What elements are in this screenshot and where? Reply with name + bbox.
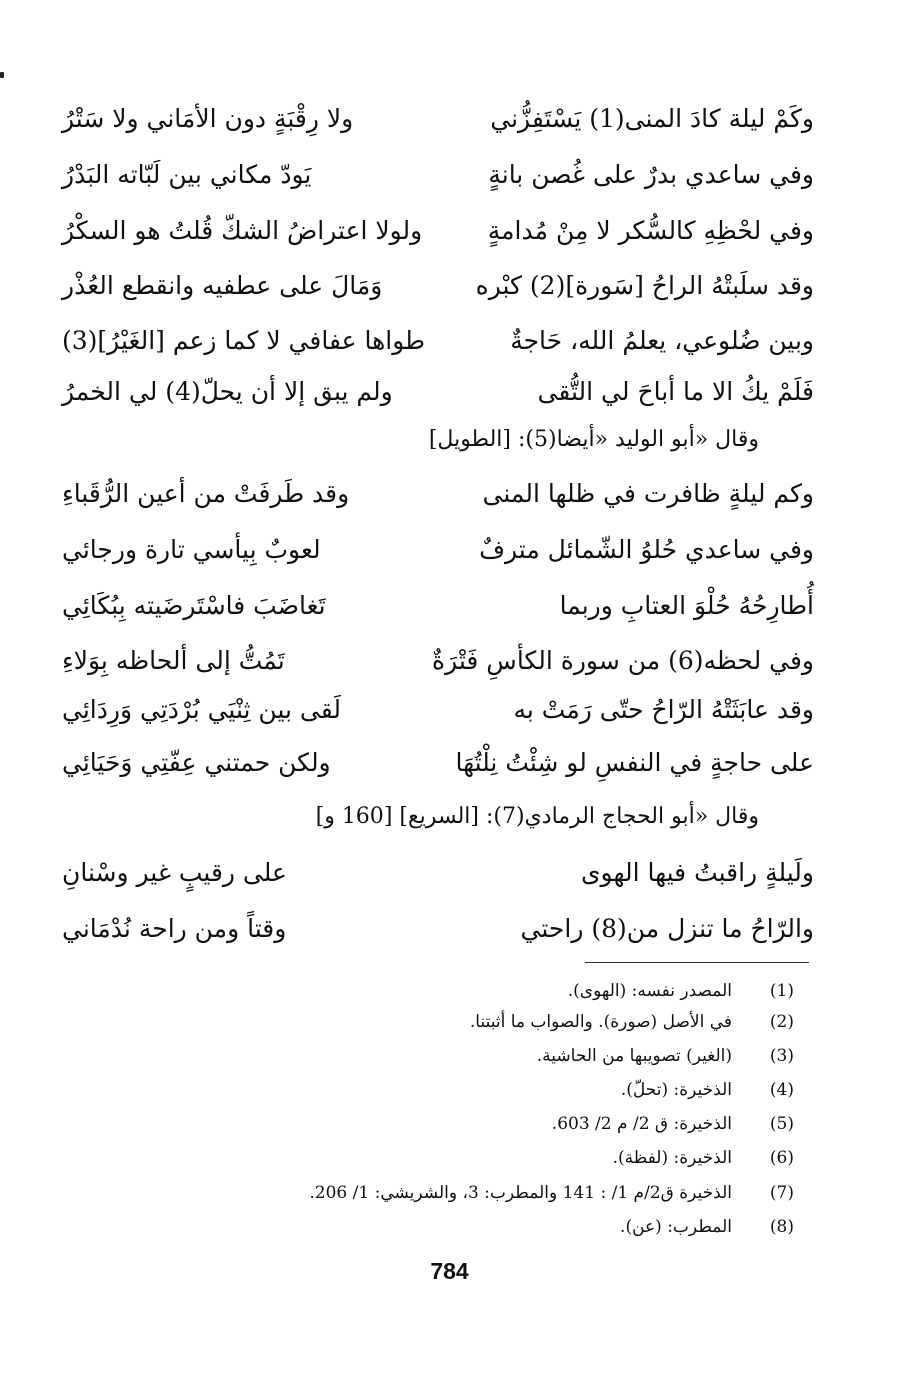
verse-second-hemistich: تَمُتُّ إلى ألحاظه بِوَلاءِ: [62, 646, 285, 675]
verse-second-hemistich: ولولا اعتراضُ الشكّ قُلتُ هو السكْرُ: [62, 216, 423, 245]
verse-second-hemistich: على رقيبٍ غير وسْنانِ: [62, 858, 287, 887]
verse-first-hemistich: أُطارِحُهُ حُلْوَ العتابِ وربما: [559, 591, 814, 620]
footnote: [613, 1145, 794, 1171]
verse-first-hemistich: وقد سلَبتْهُ الراحُ [سَورة](2) كبْره: [475, 271, 814, 300]
verse-first-hemistich: وكَمْ ليلة كادَ المنى(1) يَسْتَفِزُّني: [490, 104, 814, 133]
verse-line: [62, 266, 814, 306]
verse-line: [62, 909, 814, 949]
page-number: 784: [430, 1258, 469, 1284]
footnote-text: الذخيرة: (تحلّ).: [620, 1080, 732, 1100]
verse-line: [62, 586, 814, 626]
poem-heading: وقال «أبو الوليد «أيضا(5): [الطويل]: [428, 427, 759, 452]
verse-line: [62, 743, 814, 783]
footnote-text: المطرب: (عن).: [620, 1217, 732, 1237]
verse-second-hemistich: وقد طَرفَتْ من أعين الرُّقَباءِ: [62, 479, 350, 508]
footnote-number: (4): [769, 1080, 794, 1100]
footnote-text: المصدر نفسه: (الهوى).: [567, 981, 732, 1001]
footnote: [552, 1111, 794, 1137]
verse-first-hemistich: وبين ضُلوعي، يعلمُ الله، حَاجةٌ: [510, 326, 814, 355]
verse-line: [62, 853, 814, 893]
verse-line: [62, 99, 814, 139]
verse-first-hemistich: وفي ساعدي حُلوُ الشّمائل مترفٌ: [479, 535, 814, 564]
poem-heading: وقال «أبو الحجاج الرمادي(7): [السريع] [160 و]: [315, 804, 759, 829]
verse-second-hemistich: يَودّ مكاني بين لَبّاته البَدْرُ: [62, 160, 312, 189]
verse-first-hemistich: وفي لحْظِهِ كالسُّكر لا مِنْ مُدامةٍ: [487, 216, 814, 245]
verse-second-hemistich: وقتاً ومن راحة نُدْمَاني: [62, 914, 287, 943]
footnote-number: (1): [769, 981, 794, 1001]
verse-line: [62, 474, 814, 514]
footnote-text: الذخيرة: ق 2/ م 2/ 603.: [551, 1114, 732, 1134]
verse-second-hemistich: ولكن حمتني عِفّتِي وَحَيَائِي: [62, 748, 331, 777]
footnote: [621, 1077, 794, 1103]
verse-second-hemistich: لعوبٌ بِيأسي تارة ورجائي: [62, 535, 321, 564]
footnote-text: (الغير) تصويبها من الحاشية.: [536, 1046, 732, 1066]
verse-first-hemistich: وفي ساعدي بدرٌ على غُصن بانةٍ: [488, 160, 814, 189]
verse-second-hemistich: طواها عفافي لا كما زعم [الغَيْرُ](3): [62, 326, 426, 355]
verse-second-hemistich: لَقى بين ثِنْيَي بُرْدَتِي وَرِدَائِي: [62, 695, 342, 724]
footnote: [309, 1180, 794, 1206]
verse-first-hemistich: وفي لحظه(6) من سورة الكأسِ فَتْرَةٌ: [431, 646, 814, 675]
verse-first-hemistich: وقد عابَثَتْهُ الرّاحُ حتّى رَمَتْ به: [513, 695, 814, 724]
verse-first-hemistich: فَلَمْ يكُ الا ما أباحَ لي التُّقى: [537, 377, 814, 406]
footnote-text: الذخيرة ق2/م 1/ : 141 والمطرب: 3، والشريشي: 1/ 206.: [309, 1183, 732, 1203]
verse-first-hemistich: ولَيلةٍ راقبتُ فيها الهوى: [580, 858, 814, 887]
verse-line: [62, 641, 814, 681]
verse-first-hemistich: والرّاحُ ما تنزل من(8) راحتي: [520, 914, 814, 943]
verse-line: [62, 321, 814, 361]
footnote-number: (6): [769, 1148, 794, 1168]
verse-line: [62, 530, 814, 570]
verse-line: [62, 372, 814, 412]
footnote-text: في الأصل (صورة). والصواب ما أثبتنا.: [469, 1012, 732, 1032]
verse-first-hemistich: وكم ليلةٍ ظافرت في ظلها المنى: [482, 479, 814, 508]
footnote-number: (3): [769, 1046, 794, 1066]
scan-mark: [0, 72, 4, 78]
verse-line: [62, 211, 814, 251]
footnote-number: (5): [769, 1114, 794, 1134]
footnote-number: (8): [769, 1217, 794, 1237]
footnote: [470, 1009, 794, 1035]
footnote: [568, 978, 794, 1004]
footnote: [537, 1043, 794, 1069]
footnote-number: (7): [769, 1183, 794, 1203]
footnote-divider: [585, 962, 809, 963]
footnote: [620, 1214, 794, 1240]
verse-second-hemistich: ولم يبق إلا أن يحلّ(4) لي الخمرُ: [62, 377, 393, 406]
footnote-number: (2): [769, 1012, 794, 1032]
verse-second-hemistich: وَمَالَ على عطفيه وانقطع العُذْر: [62, 271, 383, 300]
verse-second-hemistich: تَغاضَبَ فاسْتَرضَيته بِبُكَائِي: [62, 591, 326, 620]
verse-first-hemistich: على حاجةٍ في النفسِ لو شِئْتُ نِلْتُهَا: [455, 748, 814, 777]
verse-line: [62, 155, 814, 195]
verse-second-hemistich: ولا رِقْبَةٍ دون الأمَاني ولا سَتْرُ: [62, 104, 354, 133]
verse-line: [62, 690, 814, 730]
footnote-text: الذخيرة: (لفظة).: [612, 1148, 732, 1168]
